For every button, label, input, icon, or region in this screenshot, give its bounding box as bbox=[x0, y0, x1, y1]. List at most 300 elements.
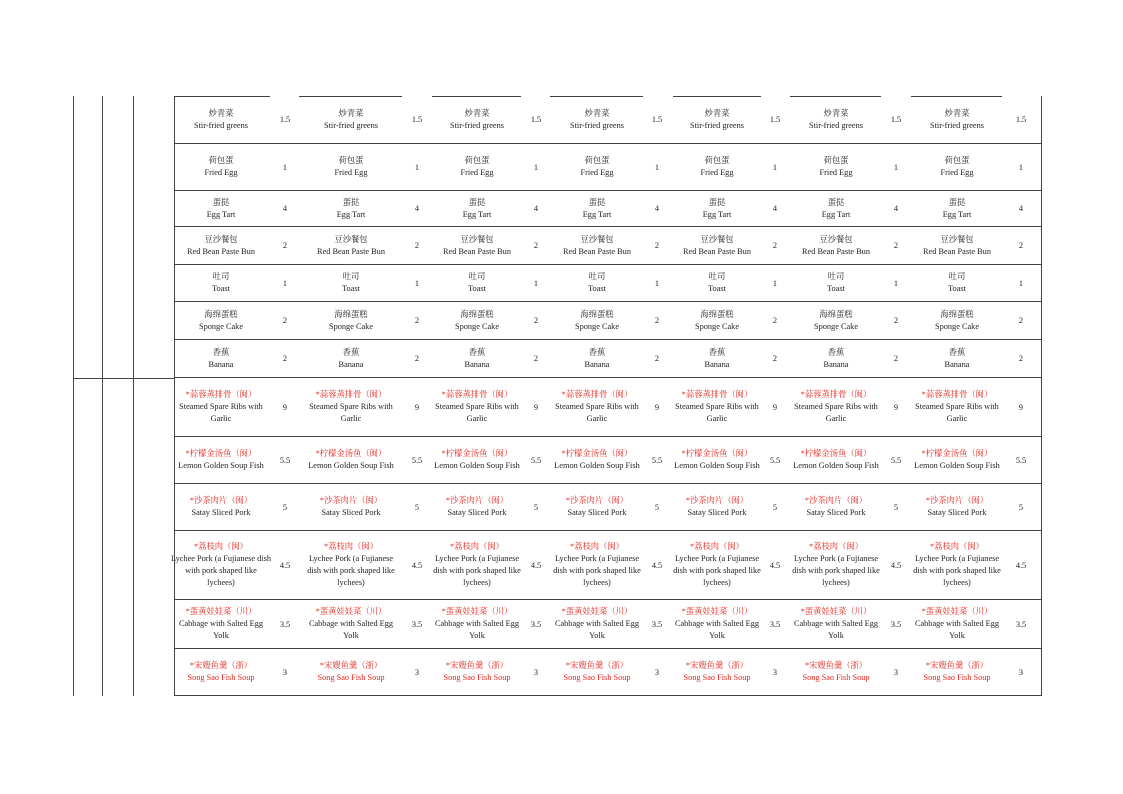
dish-name-zh: *柠檬金汤鱼（闽） bbox=[441, 449, 513, 458]
dish-cell bbox=[432, 265, 522, 301]
dish-cell bbox=[790, 531, 882, 599]
dish-price: 2 bbox=[1018, 354, 1024, 363]
dish-name-zh: 蛋挞 bbox=[827, 197, 845, 207]
dish-cell bbox=[912, 265, 1002, 301]
dish-price: 1 bbox=[1018, 162, 1024, 172]
menu-row bbox=[174, 302, 1041, 340]
dish-price: 1 bbox=[533, 278, 539, 288]
dish-name-zh: 吐司 bbox=[708, 272, 726, 281]
dish-name-en: Lemon Golden Soup Fish bbox=[434, 461, 520, 470]
dish-cell bbox=[790, 378, 882, 436]
dish-price: 4.5 bbox=[530, 560, 542, 570]
dish-cell bbox=[552, 191, 642, 226]
dish-cell bbox=[790, 191, 882, 226]
dish-price: 1.5 bbox=[411, 115, 423, 124]
dish-name-zh: *柠檬金汤鱼（闽） bbox=[185, 449, 257, 458]
dish-price: 5 bbox=[1018, 502, 1024, 512]
dish-name-zh: *蒜蓉蒸排骨（闽） bbox=[185, 390, 257, 399]
dish-name-en: Fried Egg bbox=[580, 168, 614, 177]
dish-name-en: Sponge Cake bbox=[813, 321, 858, 331]
dish-name-zh: *蛋黄娃娃菜（川） bbox=[315, 607, 387, 616]
dish-name-en: Lychee Pork (a Fujianese dish with pork shaped like lychees) bbox=[171, 554, 271, 587]
dish-price: 5 bbox=[772, 502, 778, 512]
dish-name-zh: 香蕉 bbox=[948, 347, 966, 357]
dish-cell bbox=[790, 265, 882, 301]
dish-cell bbox=[912, 649, 1002, 695]
dish-price: 2 bbox=[654, 241, 660, 250]
dish-price: 5.5 bbox=[769, 455, 781, 465]
dish-price: 5 bbox=[654, 502, 660, 512]
dish-name-zh: 荷包蛋 bbox=[584, 156, 610, 165]
dish-price: 3 bbox=[1018, 667, 1024, 677]
dish-name-en: Cabbage with Salted Egg Yolk bbox=[914, 619, 1000, 640]
dish-name-zh: *宋嫂鱼羹（浙） bbox=[565, 661, 629, 670]
dish-price: 5 bbox=[893, 502, 899, 512]
dish-name-en: Egg Tart bbox=[462, 209, 492, 219]
dish-price: 3 bbox=[282, 667, 288, 677]
dish-name-zh: *蛋黄娃娃菜（川） bbox=[921, 607, 993, 616]
dish-price: 2 bbox=[533, 316, 539, 325]
dish-name-en: Banana bbox=[584, 359, 610, 369]
dish-name-zh: 香蕉 bbox=[588, 347, 606, 357]
frame-line-right bbox=[1041, 96, 1042, 696]
menu-row bbox=[174, 649, 1041, 696]
dish-cell bbox=[432, 531, 522, 599]
dish-price: 5.5 bbox=[411, 455, 423, 465]
dish-name-zh: *柠檬金汤鱼（闽） bbox=[561, 449, 633, 458]
dish-name-zh: 吐司 bbox=[827, 272, 845, 281]
dish-name-zh: *荔枝肉（闽） bbox=[690, 542, 744, 551]
dish-name-en: Lemon Golden Soup Fish bbox=[914, 461, 1000, 470]
dish-cell bbox=[552, 437, 642, 483]
dish-cell bbox=[171, 531, 271, 599]
dish-cell bbox=[171, 191, 271, 226]
section-divider bbox=[73, 378, 174, 379]
dish-name-en: Red Bean Paste Bun bbox=[443, 246, 511, 256]
dish-name-en: Lemon Golden Soup Fish bbox=[554, 461, 640, 470]
dish-cell bbox=[304, 600, 398, 648]
dish-price: 4 bbox=[772, 204, 778, 213]
dish-cell bbox=[552, 340, 642, 377]
dish-cell bbox=[790, 227, 882, 264]
dish-cell bbox=[171, 265, 271, 301]
dish-price: 2 bbox=[654, 316, 660, 325]
dish-price: 1 bbox=[533, 162, 539, 172]
dish-name-en: Sponge Cake bbox=[198, 321, 243, 331]
dish-name-en: Red Bean Paste Bun bbox=[317, 246, 385, 256]
dish-cell bbox=[432, 191, 522, 226]
dish-name-en: Banana bbox=[823, 359, 849, 369]
dish-name-zh: 炒青菜 bbox=[584, 108, 610, 118]
dish-cell bbox=[171, 484, 271, 530]
dish-name-zh: 蛋挞 bbox=[212, 197, 230, 207]
dish-price: 2 bbox=[414, 241, 420, 250]
dish-cell bbox=[790, 340, 882, 377]
dish-name-zh: 吐司 bbox=[948, 272, 966, 281]
dish-name-zh: 豆沙餐包 bbox=[940, 234, 974, 244]
dish-cell bbox=[432, 600, 522, 648]
dish-name-zh: 荷包蛋 bbox=[704, 156, 730, 165]
dish-cell bbox=[552, 531, 642, 599]
dish-price: 5.5 bbox=[1015, 455, 1027, 465]
dish-cell bbox=[304, 340, 398, 377]
dish-cell bbox=[552, 649, 642, 695]
dish-price: 9 bbox=[533, 402, 539, 412]
dish-name-zh: 海绵蛋糕 bbox=[819, 309, 853, 319]
dish-name-en: Satay Sliced Pork bbox=[191, 508, 251, 517]
dish-name-zh: 海绵蛋糕 bbox=[700, 309, 734, 319]
dish-name-en: Egg Tart bbox=[336, 209, 366, 219]
dish-name-en: Egg Tart bbox=[702, 209, 732, 219]
dish-cell bbox=[171, 378, 271, 436]
dish-price: 1 bbox=[654, 278, 660, 288]
dish-price: 2 bbox=[1018, 316, 1024, 325]
dish-cell bbox=[552, 144, 642, 190]
dish-cell bbox=[672, 649, 762, 695]
dish-cell bbox=[790, 144, 882, 190]
dish-cell bbox=[790, 437, 882, 483]
dish-price: 2 bbox=[654, 354, 660, 363]
dish-name-en: Toast bbox=[827, 284, 845, 293]
dish-name-zh: 蛋挞 bbox=[342, 197, 360, 207]
menu-row bbox=[174, 378, 1041, 437]
dish-name-en: Red Bean Paste Bun bbox=[683, 246, 751, 256]
dish-price: 2 bbox=[282, 354, 288, 363]
dish-name-en: Cabbage with Salted Egg Yolk bbox=[178, 619, 264, 640]
dish-price: 1 bbox=[893, 162, 899, 172]
dish-name-zh: *荔枝肉（闽） bbox=[324, 542, 378, 551]
dish-name-zh: *荔枝肉（闽） bbox=[194, 542, 248, 551]
dish-price: 4.5 bbox=[1015, 560, 1027, 570]
dish-name-zh: *宋嫂鱼羹（浙） bbox=[685, 661, 749, 670]
dish-cell bbox=[304, 96, 398, 143]
dish-name-zh: 炒青菜 bbox=[338, 108, 364, 118]
dish-name-en: Fried Egg bbox=[334, 168, 368, 177]
dish-cell bbox=[912, 340, 1002, 377]
dish-cell bbox=[432, 378, 522, 436]
dish-name-en: Lemon Golden Soup Fish bbox=[793, 461, 879, 470]
dish-price: 2 bbox=[893, 316, 899, 325]
dish-name-en: Toast bbox=[588, 284, 606, 293]
dish-price: 3.5 bbox=[530, 619, 542, 629]
dish-name-zh: 香蕉 bbox=[708, 347, 726, 357]
dish-cell bbox=[171, 144, 271, 190]
dish-name-zh: 蛋挞 bbox=[588, 197, 606, 207]
dish-name-zh: 吐司 bbox=[212, 272, 230, 281]
dish-cell bbox=[304, 649, 398, 695]
menu-row bbox=[174, 484, 1041, 531]
dish-name-en: Satay Sliced Pork bbox=[687, 508, 747, 517]
dish-name-en: Fried Egg bbox=[460, 168, 494, 177]
dish-cell bbox=[912, 600, 1002, 648]
dish-name-zh: *沙茶肉片（闽） bbox=[445, 496, 509, 505]
dish-name-en: Cabbage with Salted Egg Yolk bbox=[793, 619, 879, 640]
dish-name-en: Egg Tart bbox=[206, 209, 236, 219]
dish-price: 1 bbox=[772, 278, 778, 288]
dish-name-en: Steamed Spare Ribs with Garlic bbox=[309, 402, 393, 423]
dish-name-zh: 蛋挞 bbox=[468, 197, 486, 207]
dish-name-zh: *荔枝肉（闽） bbox=[570, 542, 624, 551]
dish-name-zh: *蒜蓉蒸排骨（闽） bbox=[800, 390, 872, 399]
dish-name-en: Egg Tart bbox=[582, 209, 612, 219]
dish-name-zh: 炒青菜 bbox=[464, 108, 490, 118]
dish-cell bbox=[672, 378, 762, 436]
dish-name-en: Cabbage with Salted Egg Yolk bbox=[434, 619, 520, 640]
dish-name-en: Stir-fried greens bbox=[809, 120, 863, 130]
dish-cell bbox=[672, 600, 762, 648]
dish-name-zh: *荔枝肉（闽） bbox=[930, 542, 984, 551]
dish-price: 2 bbox=[533, 241, 539, 250]
menu-row bbox=[174, 437, 1041, 484]
dish-cell bbox=[552, 484, 642, 530]
dish-price: 1 bbox=[282, 162, 288, 172]
dish-cell bbox=[790, 96, 882, 143]
dish-name-zh: 炒青菜 bbox=[704, 108, 730, 118]
dish-name-zh: 荷包蛋 bbox=[208, 156, 234, 165]
dish-name-zh: 蛋挞 bbox=[708, 197, 726, 207]
dish-cell bbox=[672, 265, 762, 301]
dish-name-en: Song Sao Fish Soup bbox=[683, 673, 751, 682]
dish-cell bbox=[171, 437, 271, 483]
dish-name-zh: *沙茶肉片（闽） bbox=[189, 496, 253, 505]
dish-price: 1.5 bbox=[279, 115, 291, 124]
dish-name-zh: 海绵蛋糕 bbox=[940, 309, 974, 319]
dish-name-en: Song Sao Fish Soup bbox=[563, 673, 631, 682]
dish-name-en: Stir-fried greens bbox=[194, 120, 248, 130]
dish-name-en: Lychee Pork (a Fujianese dish with pork shaped like lychees) bbox=[307, 554, 395, 587]
dish-name-zh: *荔枝肉（闽） bbox=[809, 542, 863, 551]
dish-name-zh: 豆沙餐包 bbox=[700, 234, 734, 244]
dish-cell bbox=[304, 484, 398, 530]
dish-price: 4.5 bbox=[279, 560, 291, 570]
dish-price: 3.5 bbox=[411, 619, 423, 629]
dish-price: 2 bbox=[893, 354, 899, 363]
dish-name-en: Song Sao Fish Soup bbox=[923, 673, 991, 682]
dish-name-en: Steamed Spare Ribs with Garlic bbox=[435, 402, 519, 423]
dish-name-zh: 香蕉 bbox=[468, 347, 486, 357]
dish-price: 3 bbox=[772, 667, 778, 677]
dish-cell bbox=[432, 340, 522, 377]
dish-price: 4 bbox=[1018, 204, 1024, 213]
dish-cell bbox=[790, 484, 882, 530]
dish-name-en: Lychee Pork (a Fujianese dish with pork shaped like lychees) bbox=[792, 554, 880, 587]
dish-name-en: Steamed Spare Ribs with Garlic bbox=[794, 402, 878, 423]
dish-name-en: Steamed Spare Ribs with Garlic bbox=[915, 402, 999, 423]
dish-name-zh: 海绵蛋糕 bbox=[460, 309, 494, 319]
dish-name-en: Lychee Pork (a Fujianese dish with pork shaped like lychees) bbox=[673, 554, 761, 587]
dish-price: 2 bbox=[414, 316, 420, 325]
dish-cell bbox=[432, 484, 522, 530]
dish-cell bbox=[672, 437, 762, 483]
dish-name-en: Stir-fried greens bbox=[324, 120, 378, 130]
dish-name-en: Song Sao Fish Soup bbox=[802, 673, 870, 682]
dish-name-en: Red Bean Paste Bun bbox=[802, 246, 870, 256]
dish-cell bbox=[432, 227, 522, 264]
dish-cell bbox=[672, 484, 762, 530]
dish-price: 9 bbox=[772, 402, 778, 412]
dish-cell bbox=[912, 96, 1002, 143]
menu-row bbox=[174, 96, 1041, 144]
dish-name-en: Song Sao Fish Soup bbox=[443, 673, 511, 682]
frame-line-1 bbox=[73, 96, 74, 696]
dish-cell bbox=[432, 649, 522, 695]
menu-row bbox=[171, 531, 1041, 600]
frame-line-2 bbox=[102, 96, 103, 696]
dish-name-en: Stir-fried greens bbox=[450, 120, 504, 130]
dish-price: 1 bbox=[772, 162, 778, 172]
dish-price: 4.5 bbox=[769, 560, 781, 570]
dish-name-en: Steamed Spare Ribs with Garlic bbox=[179, 402, 263, 423]
dish-name-zh: 吐司 bbox=[588, 272, 606, 281]
dish-name-zh: *荔枝肉（闽） bbox=[450, 542, 504, 551]
dish-name-zh: 吐司 bbox=[342, 272, 360, 281]
dish-price: 4 bbox=[414, 204, 420, 213]
dish-name-en: Red Bean Paste Bun bbox=[923, 246, 991, 256]
dish-name-zh: *蒜蓉蒸排骨（闽） bbox=[441, 390, 513, 399]
dish-name-zh: *柠檬金汤鱼（闽） bbox=[800, 449, 872, 458]
dish-name-zh: *沙茶肉片（闽） bbox=[804, 496, 868, 505]
dish-name-en: Egg Tart bbox=[942, 209, 972, 219]
dish-name-en: Fried Egg bbox=[819, 168, 853, 177]
dish-name-zh: 香蕉 bbox=[827, 347, 845, 357]
dish-price: 9 bbox=[282, 402, 288, 412]
dish-cell bbox=[432, 302, 522, 339]
dish-name-zh: 炒青菜 bbox=[823, 108, 849, 118]
dish-name-zh: *蒜蓉蒸排骨（闽） bbox=[681, 390, 753, 399]
dish-name-en: Cabbage with Salted Egg Yolk bbox=[308, 619, 394, 640]
dish-name-en: Lychee Pork (a Fujianese dish with pork shaped like lychees) bbox=[553, 554, 641, 587]
dish-name-en: Banana bbox=[704, 359, 730, 369]
dish-price: 5.5 bbox=[890, 455, 902, 465]
dish-price: 4.5 bbox=[651, 560, 663, 570]
dish-cell bbox=[912, 378, 1002, 436]
dish-name-zh: *宋嫂鱼羹（浙） bbox=[445, 661, 509, 670]
dish-cell bbox=[552, 265, 642, 301]
dish-name-zh: *蛋黄娃娃菜（川） bbox=[185, 607, 257, 616]
dish-cell bbox=[304, 265, 398, 301]
dish-price: 3.5 bbox=[890, 619, 902, 629]
dish-name-zh: *蛋黄娃娃菜（川） bbox=[561, 607, 633, 616]
dish-cell bbox=[672, 96, 762, 143]
dish-name-zh: *沙茶肉片（闽） bbox=[925, 496, 989, 505]
dish-name-en: Lemon Golden Soup Fish bbox=[674, 461, 760, 470]
dish-price: 3.5 bbox=[651, 619, 663, 629]
dish-name-en: Cabbage with Salted Egg Yolk bbox=[554, 619, 640, 640]
menu-row bbox=[174, 265, 1041, 302]
dish-price: 5.5 bbox=[651, 455, 663, 465]
dish-price: 5 bbox=[414, 502, 420, 512]
dish-name-en: Sponge Cake bbox=[328, 321, 373, 331]
dish-cell bbox=[672, 191, 762, 226]
dish-name-zh: *蒜蓉蒸排骨（闽） bbox=[315, 390, 387, 399]
dish-name-zh: 荷包蛋 bbox=[823, 156, 849, 165]
dish-name-en: Satay Sliced Pork bbox=[567, 508, 627, 517]
dish-price: 1 bbox=[414, 278, 420, 288]
dish-name-en: Red Bean Paste Bun bbox=[563, 246, 631, 256]
dish-name-zh: *宋嫂鱼羹（浙） bbox=[189, 661, 253, 670]
dish-name-zh: 香蕉 bbox=[212, 347, 230, 357]
dish-price: 4 bbox=[893, 204, 899, 213]
dish-price: 5.5 bbox=[279, 455, 291, 465]
dish-cell bbox=[790, 649, 882, 695]
dish-price: 1 bbox=[893, 278, 899, 288]
dish-cell bbox=[304, 144, 398, 190]
dish-price: 2 bbox=[282, 241, 288, 250]
dish-name-en: Satay Sliced Pork bbox=[447, 508, 507, 517]
dish-price: 2 bbox=[414, 354, 420, 363]
dish-name-zh: 香蕉 bbox=[342, 347, 360, 357]
dish-cell bbox=[171, 302, 271, 339]
dish-name-en: Banana bbox=[464, 359, 490, 369]
dish-price: 2 bbox=[772, 354, 778, 363]
dish-price: 2 bbox=[1018, 241, 1024, 250]
dish-name-en: Sponge Cake bbox=[934, 321, 979, 331]
dish-price: 9 bbox=[654, 402, 660, 412]
dish-name-en: Sponge Cake bbox=[574, 321, 619, 331]
dish-name-en: Fried Egg bbox=[700, 168, 734, 177]
dish-price: 9 bbox=[414, 402, 420, 412]
dish-name-en: Toast bbox=[948, 284, 966, 293]
dish-cell bbox=[304, 191, 398, 226]
dish-cell bbox=[432, 144, 522, 190]
dish-cell bbox=[672, 340, 762, 377]
dish-cell bbox=[171, 649, 271, 695]
dish-name-zh: 豆沙餐包 bbox=[819, 234, 853, 244]
dish-name-en: Lychee Pork (a Fujianese dish with pork shaped like lychees) bbox=[913, 554, 1001, 587]
dish-cell bbox=[912, 144, 1002, 190]
dish-name-zh: *沙茶肉片（闽） bbox=[565, 496, 629, 505]
dish-price: 4 bbox=[654, 204, 660, 213]
frame-line-3 bbox=[133, 96, 134, 696]
dish-cell bbox=[912, 191, 1002, 226]
dish-price: 3.5 bbox=[1015, 619, 1027, 629]
dish-cell bbox=[672, 531, 762, 599]
dish-price: 1 bbox=[414, 162, 420, 172]
dish-price: 4.5 bbox=[890, 560, 902, 570]
dish-name-en: Toast bbox=[708, 284, 726, 293]
dish-name-zh: 豆沙餐包 bbox=[334, 234, 368, 244]
dish-cell bbox=[912, 227, 1002, 264]
dish-price: 9 bbox=[893, 402, 899, 412]
dish-name-zh: 豆沙餐包 bbox=[204, 234, 238, 244]
dish-cell bbox=[912, 437, 1002, 483]
dish-cell bbox=[171, 340, 271, 377]
dish-price: 1 bbox=[282, 278, 288, 288]
dish-name-zh: *宋嫂鱼羹（浙） bbox=[804, 661, 868, 670]
dish-name-en: Satay Sliced Pork bbox=[806, 508, 866, 517]
dish-cell bbox=[672, 144, 762, 190]
dish-price: 1 bbox=[654, 162, 660, 172]
dish-price: 3 bbox=[893, 667, 899, 677]
dish-name-zh: 海绵蛋糕 bbox=[580, 309, 614, 319]
dish-price: 3 bbox=[533, 667, 539, 677]
dish-name-zh: 吐司 bbox=[468, 272, 486, 281]
dish-price: 1.5 bbox=[769, 115, 781, 124]
dish-name-zh: *沙茶肉片（闽） bbox=[319, 496, 383, 505]
dish-price: 2 bbox=[772, 316, 778, 325]
dish-name-zh: 豆沙餐包 bbox=[580, 234, 614, 244]
menu-row bbox=[174, 191, 1041, 227]
dish-cell bbox=[790, 600, 882, 648]
menu-row bbox=[174, 227, 1041, 265]
dish-name-en: Egg Tart bbox=[821, 209, 851, 219]
dish-name-en: Stir-fried greens bbox=[690, 120, 744, 130]
dish-name-en: Satay Sliced Pork bbox=[927, 508, 987, 517]
dish-name-en: Toast bbox=[342, 284, 360, 293]
dish-name-zh: *沙茶肉片（闽） bbox=[685, 496, 749, 505]
dish-name-zh: *宋嫂鱼羹（浙） bbox=[319, 661, 383, 670]
dish-name-en: Sponge Cake bbox=[694, 321, 739, 331]
